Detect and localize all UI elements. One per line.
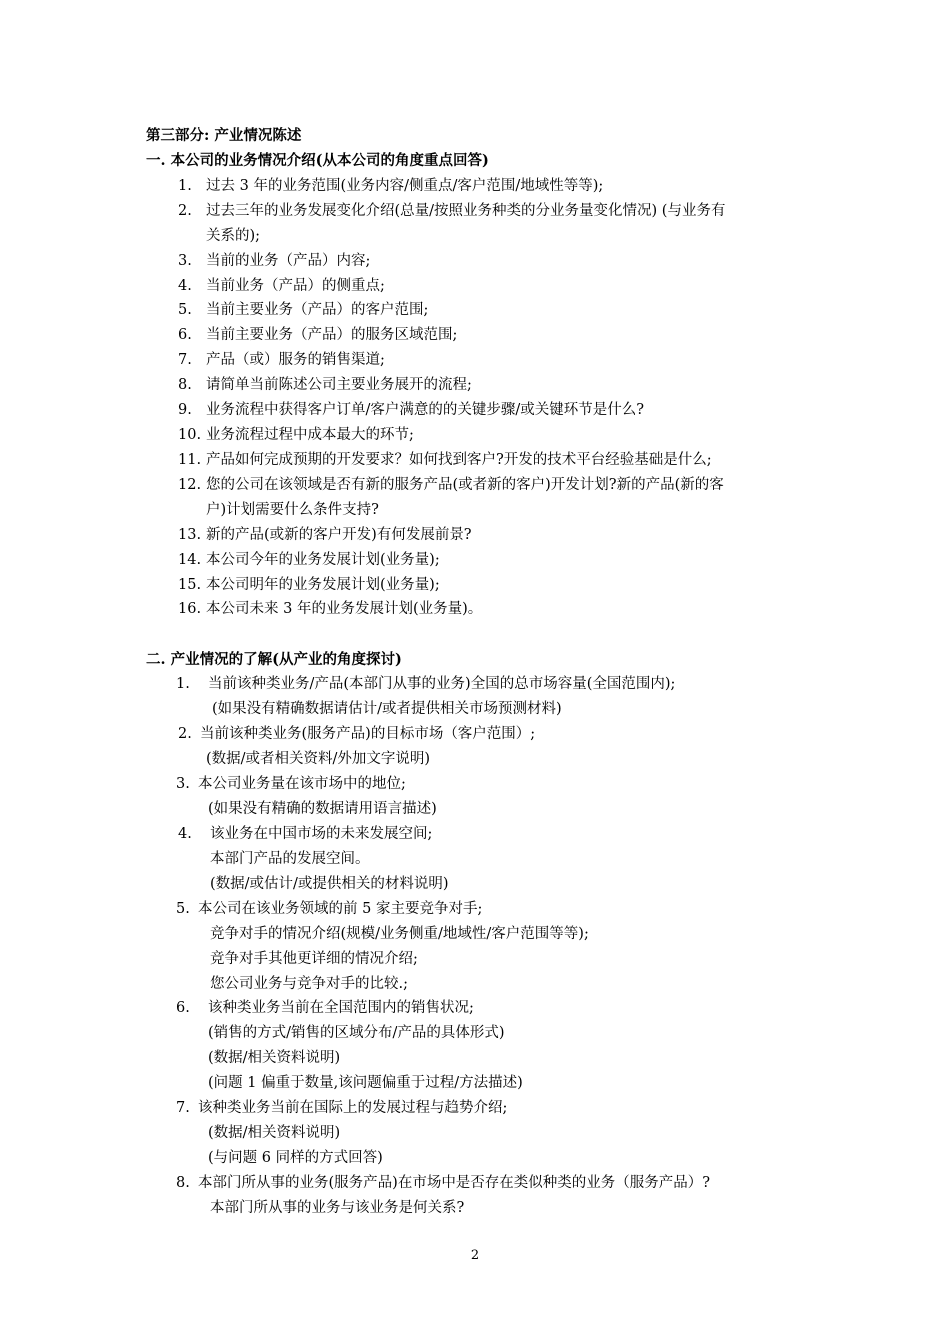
list-item-continuation: 本部门产品的发展空间。 [210, 851, 370, 867]
list-item-number: 13. [178, 527, 202, 543]
list-item-number: 3. [176, 776, 190, 792]
list-item: 过去 3 年的业务范围(业务内容/侧重点/客户范围/地域性等等); [206, 178, 604, 194]
list-item-note: (数据/相关资料说明) [208, 1050, 341, 1066]
list-item: 当前该种类业务(服务产品)的目标市场（客户范围）; [200, 726, 536, 742]
list-item-note: (如果没有精确数据请估计/或者提供相关市场预测材料) [212, 701, 562, 717]
list-item-number: 16. [178, 601, 202, 617]
list-item: 业务流程过程中成本最大的环节; [206, 427, 414, 443]
list-item: 产品如何完成预期的开发要求？如何找到客户?开发的技术平台经验基础是什么; [206, 452, 712, 468]
list-item: 该业务在中国市场的未来发展空间; [210, 826, 433, 842]
list-item-number: 12. [178, 477, 202, 493]
list-item-number: 10. [178, 427, 202, 443]
list-item: 产品（或）服务的销售渠道; [206, 352, 385, 368]
list-item-note: (数据/或者相关资料/外加文字说明) [206, 751, 431, 767]
list-item: 本公司未来 3 年的业务发展计划(业务量)。 [206, 601, 483, 617]
list-item: 新的产品(或新的客户开发)有何发展前景? [206, 527, 472, 543]
list-item: 您的公司在该领域是否有新的服务产品(或者新的客户)开发计划?新的产品(新的客 [206, 477, 724, 493]
list-item: 当前该种类业务/产品(本部门从事的业务)全国的总市场容量(全国范围内); [208, 676, 676, 692]
list-item-note: (销售的方式/销售的区域分布/产品的具体形式) [208, 1025, 505, 1041]
list-item-number: 15. [178, 577, 202, 593]
list-item-number: 4. [178, 826, 192, 842]
list-item-continuation: 本部门所从事的业务与该业务是何关系? [210, 1200, 465, 1216]
list-item-number: 3. [178, 253, 192, 269]
list-item-number: 5. [176, 901, 190, 917]
list-item-number: 7. [176, 1100, 190, 1116]
list-item-number: 14. [178, 552, 202, 568]
list-item-continuation: 您公司业务与竞争对手的比较.; [210, 976, 408, 992]
list-item-number: 6. [178, 327, 192, 343]
list-item: 本公司业务量在该市场中的地位; [198, 776, 406, 792]
list-item-note: (与问题 6 同样的方式回答) [208, 1150, 383, 1166]
list-item: 本公司今年的业务发展计划(业务量); [206, 552, 440, 568]
list-item-note: (数据/相关资料说明) [208, 1125, 341, 1141]
list-item: 请简单当前陈述公司主要业务展开的流程; [206, 377, 472, 393]
list-item-number: 1. [176, 676, 190, 692]
list-item-continuation: 关系的); [206, 228, 261, 244]
list-item-number: 9. [178, 402, 192, 418]
list-item-number: 2. [178, 726, 192, 742]
list-item-number: 6. [176, 1000, 190, 1016]
list-item: 该种类业务当前在全国范围内的销售状况; [208, 1000, 474, 1016]
list-item-note: (数据/或估计/或提供相关的材料说明) [210, 876, 449, 892]
list-item: 业务流程中获得客户订单/客户满意的的关键步骤/或关键环节是什么? [206, 402, 645, 418]
list-item-number: 5. [178, 302, 192, 318]
list-item: 本公司明年的业务发展计划(业务量); [206, 577, 440, 593]
list-item-number: 1. [178, 178, 192, 194]
part-title: 第三部分: 产业情况陈述 [146, 127, 302, 144]
list-item: 当前业务（产品）的侧重点; [206, 278, 385, 294]
section1-heading: 一. 本公司的业务情况介绍(从本公司的角度重点回答) [146, 152, 489, 169]
list-item: 当前主要业务（产品）的客户范围; [206, 302, 429, 318]
list-item-number: 8. [176, 1175, 190, 1191]
list-item-continuation: 户)计划需要什么条件支持? [206, 502, 379, 518]
list-item-number: 11. [178, 452, 202, 468]
page-number: 2 [470, 1248, 480, 1263]
list-item: 过去三年的业务发展变化介绍(总量/按照业务种类的分业务量变化情况) (与业务有 [206, 203, 726, 219]
list-item: 本部门所从事的业务(服务产品)在市场中是否存在类似种类的业务（服务产品）? [198, 1175, 711, 1191]
list-item-number: 7. [178, 352, 192, 368]
list-item: 当前的业务（产品）内容; [206, 253, 371, 269]
list-item-number: 2. [178, 203, 192, 219]
list-item: 该种类业务当前在国际上的发展过程与趋势介绍; [198, 1100, 508, 1116]
list-item-continuation: 竞争对手的情况介绍(规模/业务侧重/地域性/客户范围等等); [210, 926, 589, 942]
list-item-number: 8. [178, 377, 192, 393]
list-item-continuation: 竞争对手其他更详细的情况介绍; [210, 951, 418, 967]
list-item: 当前主要业务（产品）的服务区域范围; [206, 327, 458, 343]
list-item-note: (问题 1 偏重于数量,该问题偏重于过程/方法描述) [208, 1075, 523, 1091]
section2-heading: 二. 产业情况的了解(从产业的角度探讨) [146, 651, 402, 668]
list-item: 本公司在该业务领域的前 5 家主要竞争对手; [198, 901, 483, 917]
list-item-number: 4. [178, 278, 192, 294]
list-item-note: (如果没有精确的数据请用语言描述) [208, 801, 437, 817]
